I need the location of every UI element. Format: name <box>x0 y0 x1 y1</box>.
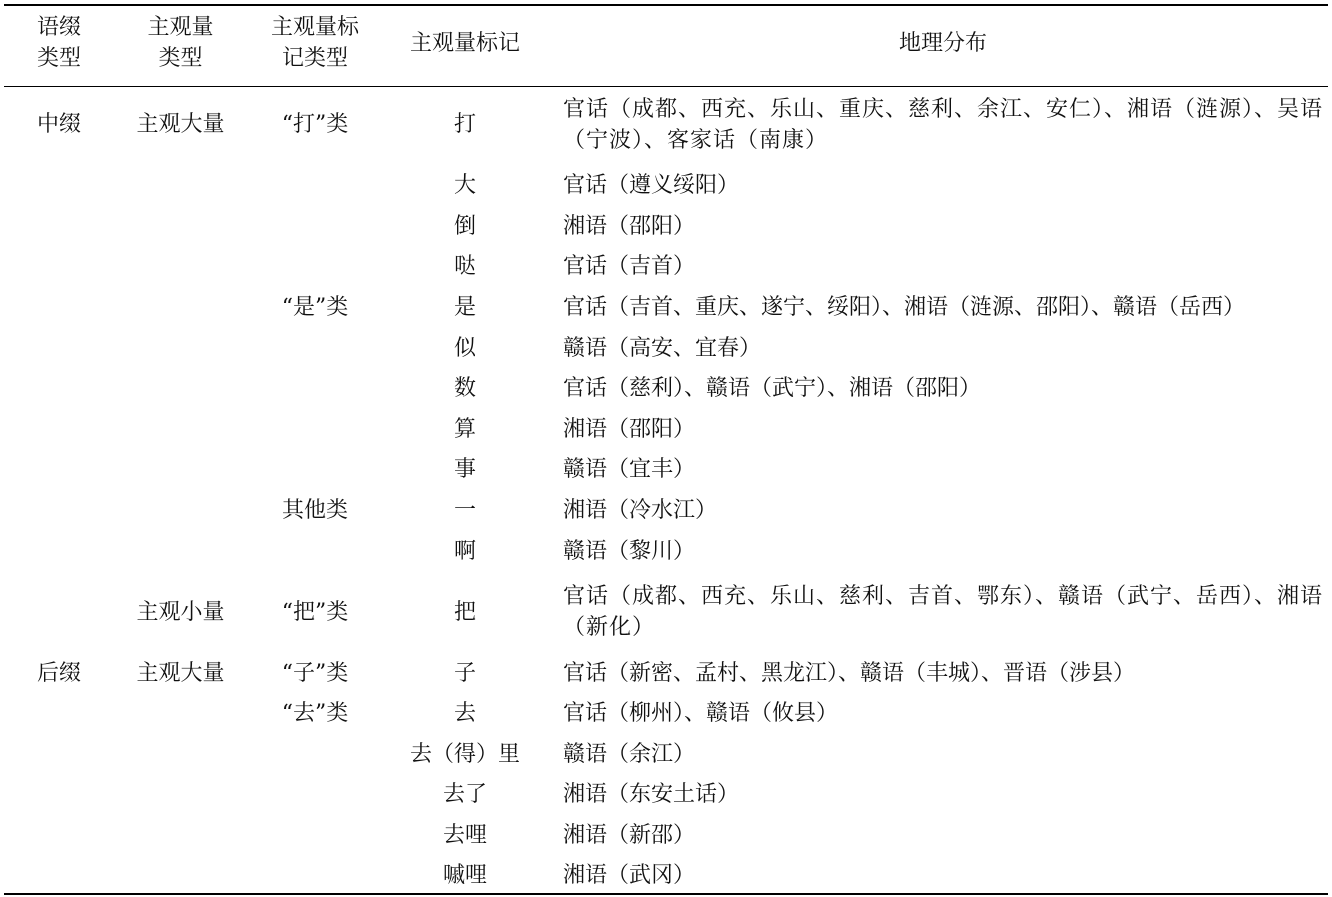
cell-marker: 去了 <box>442 782 487 807</box>
cell-distribution: 官话（成都、西充、乐山、重庆、慈利、余江、安仁）、湘语（涟源）、吴语（宁波）、客家话（南康） <box>563 97 1324 153</box>
cell-marker-type: 其他类 <box>281 498 348 523</box>
cell-marker: 数 <box>453 376 476 401</box>
cell-marker-type: “是”类 <box>281 295 349 320</box>
cell-distribution: 湘语（邵阳） <box>563 417 696 442</box>
cell-marker: 倒 <box>453 214 476 239</box>
cell-distribution: 赣语（宜丰） <box>563 457 696 482</box>
cell-distribution: 赣语（高安、宜春） <box>563 336 762 361</box>
cell-marker: 事 <box>453 457 476 482</box>
header-affix-type-line2: 类型 <box>36 46 81 71</box>
header-marker: 主观量标记 <box>409 31 520 56</box>
cell-quantity-type: 主观大量 <box>136 661 225 686</box>
cell-marker: 啊 <box>453 539 476 564</box>
cell-distribution: 湘语（武冈） <box>563 863 696 888</box>
cell-distribution: 官话（吉首） <box>563 254 696 279</box>
table-top-rule <box>4 4 1328 6</box>
cell-distribution: 官话（新密、孟村、黑龙江）、赣语（丰城）、晋语（涉县） <box>563 661 1136 686</box>
cell-marker: 大 <box>453 173 476 198</box>
cell-affix: 中缀 <box>36 112 81 137</box>
cell-distribution: 湘语（邵阳） <box>563 214 696 239</box>
cell-affix: 后缀 <box>36 661 81 686</box>
cell-marker: 子 <box>453 661 476 686</box>
cell-distribution: 赣语（余江） <box>563 742 696 767</box>
table-header-rule <box>4 86 1328 87</box>
cell-distribution: 官话（柳州）、赣语（攸县） <box>563 701 839 726</box>
cell-marker-type: “去”类 <box>281 701 349 726</box>
cell-quantity-type: 主观小量 <box>136 600 225 625</box>
cell-distribution: 官话（吉首、重庆、遂宁、绥阳）、湘语（涟源、邵阳）、赣语（岳西） <box>563 295 1246 320</box>
cell-marker: 哒 <box>453 254 476 279</box>
cell-distribution: 湘语（冷水江） <box>563 498 718 523</box>
cell-marker: 去哩 <box>442 823 487 848</box>
table-bottom-rule <box>4 893 1328 895</box>
cell-marker: 算 <box>453 417 476 442</box>
header-marker-type-line2: 记类型 <box>281 46 348 71</box>
cell-distribution: 湘语（新邵） <box>563 823 696 848</box>
cell-marker: 把 <box>453 600 476 625</box>
cell-marker: 嘁哩 <box>442 863 487 888</box>
header-distribution: 地理分布 <box>898 31 987 56</box>
cell-distribution: 官话（慈利）、赣语（武宁）、湘语（邵阳） <box>563 376 982 401</box>
header-marker-type-line1: 主观量标 <box>270 15 359 40</box>
cell-marker-type: “把”类 <box>281 600 349 625</box>
cell-marker: 去 <box>453 701 476 726</box>
cell-marker-type: “子”类 <box>281 661 349 686</box>
cell-marker: 去（得）里 <box>409 742 520 767</box>
cell-distribution: 赣语（黎川） <box>563 539 696 564</box>
header-quantity-type-line1: 主观量 <box>147 15 214 40</box>
cell-marker: 一 <box>453 498 476 523</box>
cell-marker: 似 <box>453 336 476 361</box>
cell-marker: 是 <box>453 295 476 320</box>
header-affix-type-line1: 语缀 <box>36 15 81 40</box>
cell-marker: 打 <box>453 112 476 137</box>
cell-distribution: 官话（成都、西充、乐山、慈利、吉首、鄂东）、赣语（武宁、岳西）、湘语（新化） <box>563 584 1324 640</box>
header-quantity-type-line2: 类型 <box>158 46 203 71</box>
cell-marker-type: “打”类 <box>281 112 349 137</box>
cell-distribution: 官话（遵义绥阳） <box>563 173 740 198</box>
cell-quantity-type: 主观大量 <box>136 112 225 137</box>
cell-distribution: 湘语（东安土话） <box>563 782 740 807</box>
